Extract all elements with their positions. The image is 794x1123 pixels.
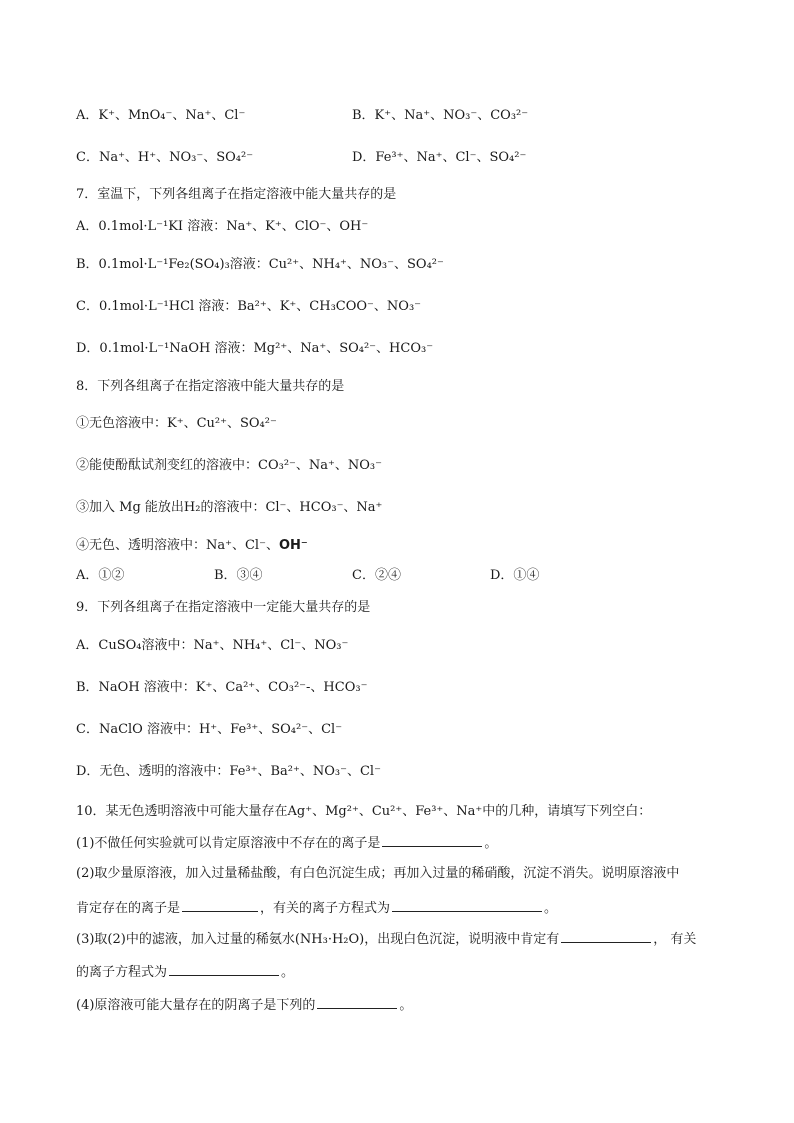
q6-option-d: D．Fe³⁺、Na⁺、Cl⁻、SO₄²⁻ bbox=[352, 150, 527, 165]
q10-stem: 10．某无色透明溶液中可能大量存在Ag⁺、Mg²⁺、Cu²⁺、Fe³⁺、Na⁺中的几种，请填写下列空白： bbox=[76, 804, 652, 819]
q8-item-2: ②能使酚酞试剂变红的溶液中：CO₃²⁻、Na⁺、NO₃⁻ bbox=[76, 458, 382, 473]
q10-part-3-text-a: (3)取(2)中的滤液，加入过量的稀氨水(NH₃·H₂O)，出现白色沉淀，说明液中肯定有 bbox=[76, 932, 560, 947]
q10-part-2-text-a: 肯定存在的离子是 bbox=[76, 901, 181, 916]
q8-option-a: A．①② bbox=[76, 568, 125, 583]
q8-item-4-bold: OH⁻ bbox=[278, 538, 308, 553]
q10-part-4-text: (4)原溶液可能大量存在的阴离子是下列的 bbox=[76, 998, 316, 1013]
q10-part-1 bbox=[76, 832, 497, 854]
q7-option-a: A．0.1mol·L⁻¹KI 溶液：Na⁺、K⁺、ClO⁻、OH⁻ bbox=[76, 219, 369, 234]
q7-option-b: B．0.1mol·L⁻¹Fe₂(SO₄)₃溶液：Cu²⁺、NH₄⁺、NO₃⁻、SO₄²⁻ bbox=[76, 257, 444, 272]
q10-part-2-line-1: (2)取少量原溶液，加入过量稀盐酸，有白色沉淀生成；再加入过量的稀硝酸，沉淀不消失。说明原溶液中 bbox=[76, 866, 680, 881]
q10-part-4 bbox=[76, 994, 412, 1016]
q10-part-4-end: 。 bbox=[399, 998, 413, 1013]
q8-item-4 bbox=[76, 536, 308, 556]
q6-option-a: A．K⁺、MnO₄⁻、Na⁺、Cl⁻ bbox=[76, 108, 246, 123]
q8-option-c: C．②④ bbox=[352, 568, 401, 583]
q8-option-b: B．③④ bbox=[214, 568, 263, 583]
q6-option-b: B．K⁺、Na⁺、NO₃⁻、CO₃²⁻ bbox=[352, 108, 529, 123]
q8-stem: 8．下列各组离子在指定溶液中能大量共存的是 bbox=[76, 379, 345, 394]
q9-option-c: C．NaClO 溶液中：H⁺、Fe³⁺、SO₄²⁻、Cl⁻ bbox=[76, 722, 343, 737]
q10-part-2-answer-blank-1[interactable] bbox=[182, 897, 258, 912]
q9-stem: 9．下列各组离子在指定溶液中一定能大量共存的是 bbox=[76, 600, 371, 615]
q8-item-3: ③加入 Mg 能放出H₂的溶液中：Cl⁻、HCO₃⁻、Na⁺ bbox=[76, 500, 383, 515]
q9-option-b: B．NaOH 溶液中：K⁺、Ca²⁺、CO₃²⁻-、HCO₃⁻ bbox=[76, 680, 368, 695]
q10-part-3-line-2 bbox=[76, 961, 294, 983]
q10-part-3-text-b: ， 有关 bbox=[653, 932, 697, 947]
q6-option-c: C．Na⁺、H⁺、NO₃⁻、SO₄²⁻ bbox=[76, 150, 254, 165]
q8-option-d: D．①④ bbox=[490, 568, 540, 583]
q10-part-2-answer-blank-2[interactable] bbox=[392, 897, 542, 912]
q10-part-1-text: (1)不做任何实验就可以肯定原溶液中不存在的离子是 bbox=[76, 836, 381, 851]
q10-part-1-answer-blank[interactable] bbox=[382, 832, 482, 847]
q10-part-3-answer-blank-2[interactable] bbox=[169, 961, 279, 976]
q10-part-3-text-c: 的离子方程式为 bbox=[76, 965, 168, 980]
q9-option-d: D．无色、透明的溶液中：Fe³⁺、Ba²⁺、NO₃⁻、Cl⁻ bbox=[76, 764, 381, 779]
q10-part-4-answer-blank[interactable] bbox=[317, 994, 397, 1009]
q10-part-3-end: 。 bbox=[281, 965, 295, 980]
q7-option-c: C．0.1mol·L⁻¹HCl 溶液：Ba²⁺、K⁺、CH₃COO⁻、NO₃⁻ bbox=[76, 299, 422, 314]
q8-item-1: ①无色溶液中：K⁺、Cu²⁺、SO₄²⁻ bbox=[76, 416, 277, 431]
q10-part-2-end: 。 bbox=[544, 901, 558, 916]
q10-part-3-line-1 bbox=[76, 928, 696, 950]
q8-item-4-text: ④无色、透明溶液中：Na⁺、Cl⁻、 bbox=[76, 538, 279, 553]
q10-part-1-end: 。 bbox=[484, 836, 498, 851]
q10-part-2-text-b: ，有关的离子方程式为 bbox=[260, 901, 391, 916]
q9-option-a: A．CuSO₄溶液中：Na⁺、NH₄⁺、Cl⁻、NO₃⁻ bbox=[76, 638, 349, 653]
q10-part-3-answer-blank-1[interactable] bbox=[561, 928, 651, 943]
q7-stem: 7．室温下，下列各组离子在指定溶液中能大量共存的是 bbox=[76, 187, 397, 202]
q10-part-2-line-2 bbox=[76, 897, 557, 919]
q7-option-d: D．0.1mol·L⁻¹NaOH 溶液：Mg²⁺、Na⁺、SO₄²⁻、HCO₃⁻ bbox=[76, 341, 434, 356]
